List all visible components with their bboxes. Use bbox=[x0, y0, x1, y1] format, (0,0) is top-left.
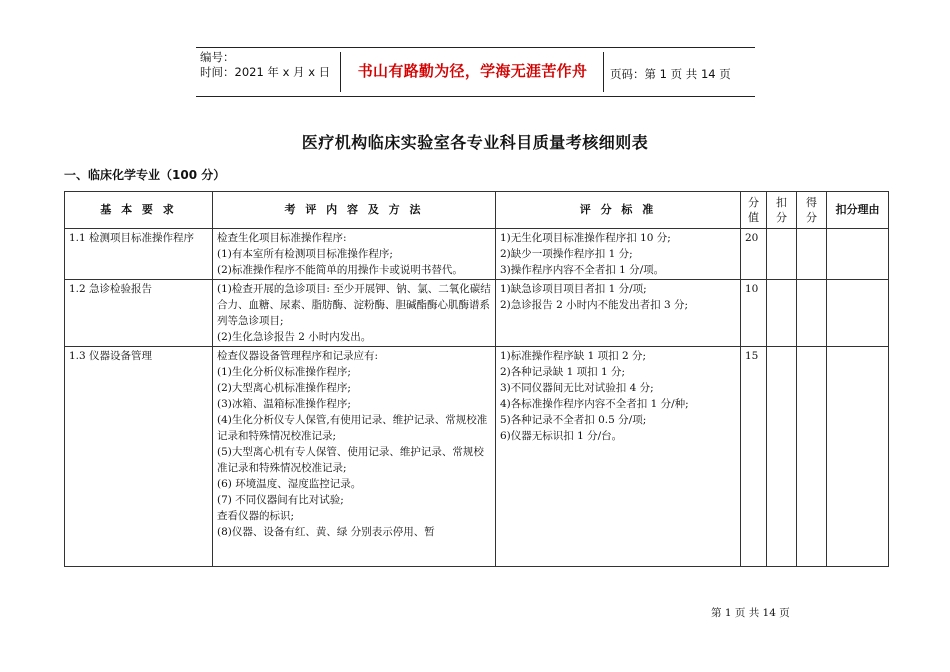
content-line: 查看仪器的标识; bbox=[217, 510, 295, 522]
assessment-table bbox=[64, 191, 889, 567]
standard-line: 2)急诊报告 2 小时内不能发出者扣 3 分; bbox=[500, 299, 689, 311]
standard-line: 1)无生化项目标准操作程序扣 10 分; bbox=[500, 232, 671, 244]
content-line: (2)大型离心机标准操作程序; bbox=[217, 382, 351, 394]
row-reason-cell[interactable] bbox=[827, 347, 889, 567]
content-line: (1)有本室所有检测项目标准操作程序; bbox=[217, 248, 393, 260]
content-line: (3)冰箱、温箱标准操作程序; bbox=[217, 398, 351, 410]
table-row bbox=[65, 280, 889, 347]
col-header-got-line2: 分 bbox=[806, 211, 817, 224]
row-reason-cell[interactable] bbox=[827, 229, 889, 280]
col-header-got bbox=[797, 192, 827, 229]
row-score: 20 bbox=[741, 229, 767, 280]
row-got-cell[interactable] bbox=[797, 347, 827, 567]
standard-line: 2)各种记录缺 1 项扣 1 分; bbox=[500, 366, 626, 378]
header-meta bbox=[200, 50, 330, 80]
col-header-standard: 评 分 标 准 bbox=[496, 192, 741, 229]
header-divider-left bbox=[340, 52, 341, 92]
standard-line: 5)各种记录不全者扣 0.5 分/项; bbox=[500, 414, 647, 426]
row-reason-cell[interactable] bbox=[827, 280, 889, 347]
row-content bbox=[213, 280, 496, 347]
content-line: 检查仪器设备管理程序和记录应有: bbox=[217, 350, 379, 362]
col-header-deduct bbox=[767, 192, 797, 229]
row-deduct-cell[interactable] bbox=[767, 229, 797, 280]
content-line: (8)仪器、设备有红、黄、绿 分别表示停用、暂 bbox=[217, 526, 435, 538]
content-line: (6) 环境温度、湿度监控记录。 bbox=[217, 478, 362, 490]
row-deduct-cell[interactable] bbox=[767, 280, 797, 347]
row-got-cell[interactable] bbox=[797, 229, 827, 280]
standard-line: 1)标准操作程序缺 1 项扣 2 分; bbox=[500, 350, 647, 362]
table-header-row bbox=[65, 192, 889, 229]
table-row bbox=[65, 229, 889, 280]
row-standard bbox=[496, 280, 741, 347]
header-top-rule bbox=[196, 47, 755, 48]
document-title: 医疗机构临床实验室各专业科目质量考核细则表 bbox=[301, 133, 649, 152]
row-standard bbox=[496, 229, 741, 280]
standard-line: 1)缺急诊项目项目者扣 1 分/项; bbox=[500, 283, 647, 295]
row-item: 1.2 急诊检验报告 bbox=[65, 280, 213, 347]
standard-line: 3)不同仪器间无比对试验扣 4 分; bbox=[500, 382, 654, 394]
row-item: 1.1 检测项目标准操作程序 bbox=[65, 229, 213, 280]
row-item: 1.3 仪器设备管理 bbox=[65, 347, 213, 567]
content-line: (7) 不同仪器间有比对试验; bbox=[217, 494, 344, 506]
content-line: (1)生化分析仪标准操作程序; bbox=[217, 366, 351, 378]
content-line: (5)大型离心机有专人保管、使用记录、维护记录、常规校准记录和特殊情况校准记录; bbox=[217, 446, 484, 474]
col-header-basic: 基 本 要 求 bbox=[65, 192, 213, 229]
row-standard bbox=[496, 347, 741, 567]
content-line: 检查生化项目标准操作程序: bbox=[217, 232, 347, 244]
row-score: 15 bbox=[741, 347, 767, 567]
row-got-cell[interactable] bbox=[797, 280, 827, 347]
col-header-deduct-line2: 分 bbox=[776, 211, 787, 224]
row-content bbox=[213, 347, 496, 567]
col-header-deduct-line1: 扣 bbox=[776, 196, 787, 209]
header-divider-right bbox=[603, 52, 604, 92]
content-line: (1)检查开展的急诊项目: 至少开展钾、钠、氯、二氧化碳结合力、血糖、尿素、脂肪酶、淀粉酶、胆碱酯酶心肌酶谱系列等急诊项目; bbox=[217, 283, 491, 327]
header-bottom-rule bbox=[196, 96, 755, 97]
content-line: (2)生化急诊报告 2 小时内发出。 bbox=[217, 331, 372, 343]
col-header-got-line1: 得 bbox=[806, 196, 817, 209]
section-heading: 一、临床化学专业（100 分） bbox=[64, 168, 226, 182]
content-line: (2)标准操作程序不能简单的用操作卡或说明书替代。 bbox=[217, 264, 463, 276]
standard-line: 3)操作程序内容不全者扣 1 分/项。 bbox=[500, 264, 665, 276]
row-score: 10 bbox=[741, 280, 767, 347]
row-content bbox=[213, 229, 496, 280]
document-number-label: 编号： bbox=[200, 50, 235, 64]
content-line: (4)生化分析仪专人保管,有使用记录、维护记录、常规校准记录和特殊情况校准记录; bbox=[217, 414, 488, 442]
header-page-number: 页码：第 1 页 共 14 页 bbox=[610, 67, 731, 81]
header-motto: 书山有路勤为径，学海无涯苦作舟 bbox=[357, 62, 588, 80]
standard-line: 2)缺少一项操作程序扣 1 分; bbox=[500, 248, 633, 260]
page-footer: 第 1 页 共 14 页 bbox=[711, 607, 790, 619]
table-row bbox=[65, 347, 889, 567]
standard-line: 6)仪器无标识扣 1 分/台。 bbox=[500, 430, 623, 442]
document-time: 时间：2021 年 x 月 x 日 bbox=[200, 65, 331, 79]
col-header-content: 考 评 内 容 及 方 法 bbox=[213, 192, 496, 229]
col-header-score-line1: 分 bbox=[748, 196, 759, 209]
col-header-score bbox=[741, 192, 767, 229]
col-header-score-line2: 值 bbox=[748, 211, 759, 224]
standard-line: 4)各标准操作程序内容不全者扣 1 分/种; bbox=[500, 398, 689, 410]
row-deduct-cell[interactable] bbox=[767, 347, 797, 567]
col-header-reason: 扣分理由 bbox=[827, 192, 889, 229]
